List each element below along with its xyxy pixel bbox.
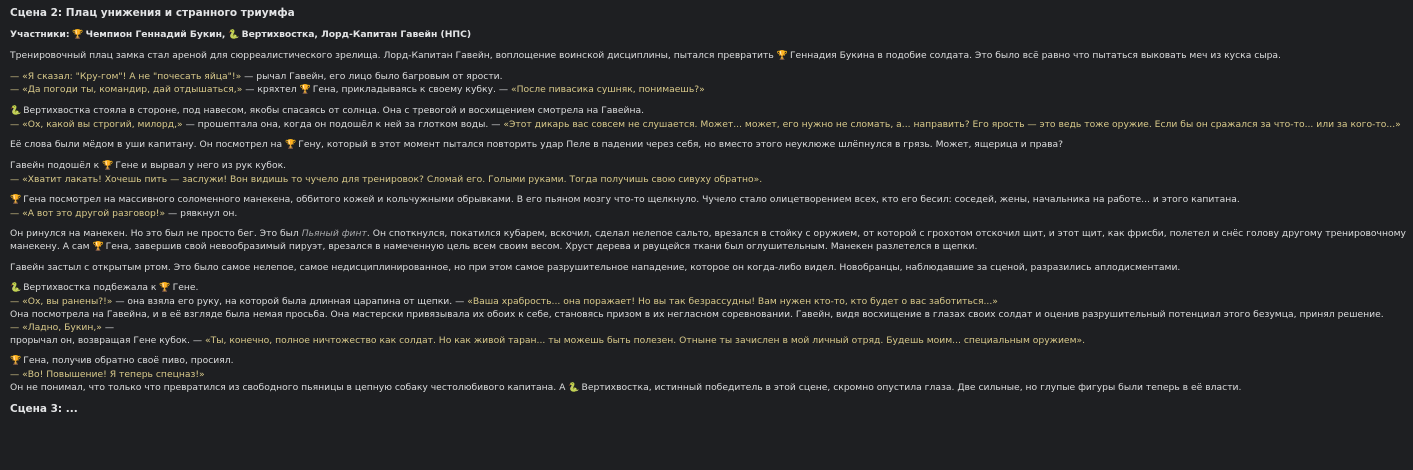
narration: . Он споткнулся, покатился кубарем, вскочил, сделал нелепое сальто, врезался в стойку с оружием, от которой с грохотом отскочил щит, и этот щит, как фрисби, полетел и снёс голову другому тренировочному bbox=[366, 228, 1406, 239]
paragraph-captain bbox=[10, 138, 1403, 152]
trophy-icon: 🏆 bbox=[72, 30, 84, 40]
quote: «Ты, конечно, полное ничтожество как солдат. Но как живой таран... ты можешь быть полезен. Отныне ты зачислен в мой личный отряд. Будешь моим... специальным оружием». bbox=[205, 335, 1086, 346]
quote: «Ваша храбрость... она поражает! Но вы так безрассудны! Вам нужен кто-то, кто будет о вас заботиться...» bbox=[467, 296, 998, 307]
paragraph-text: Тренировочный плац замка стал ареной для сюрреалистического зрелища. Лорд-Капитан Гавейн, воплощение воинской дисциплины, пытался превратить bbox=[10, 50, 774, 61]
narration: Гене и вырвал у него из рук кубок. bbox=[115, 160, 287, 171]
trophy-icon: 🏆 bbox=[299, 85, 311, 95]
dialogue-block-4 bbox=[10, 193, 1403, 220]
dialogue-block-1 bbox=[10, 70, 1403, 97]
dialogue-block-3 bbox=[10, 159, 1403, 186]
narration: — bbox=[104, 322, 115, 333]
narration: Гена посмотрел на массивного соломенного манекена, оббитого кожей и кольчужными обрывками. В его пьяном мозгу что-то щелкнуло. Чучело стало олицетворением всех, кто его бесил: соседей, жены, начальника на работе... и этого капитана. bbox=[23, 194, 1240, 205]
trophy-icon: 🏆 bbox=[10, 195, 22, 205]
dialogue-block-5 bbox=[10, 281, 1403, 347]
narration: Гена, завершив свой невообразимый пируэт, врезался в намеченную цель всем своим весом. Хруст дерева и рвущейся ткани был оглушительным. Манекен разлетелся в щепки. bbox=[105, 241, 978, 252]
narration: Вертихвостка подбежала к bbox=[23, 282, 157, 293]
paragraph-intro bbox=[10, 49, 1403, 63]
participants-label: Участники: bbox=[10, 29, 70, 40]
narration: Он не понимал, что только что превратился из свободного пьяницы в цепную собаку честолюбивого капитана. А bbox=[10, 382, 566, 393]
narration: Вертихвостка стояла в стороне, под навесом, якобы спасаясь от солнца. Она с тревогой и восхищением смотрела на Гавейна. bbox=[23, 105, 645, 116]
narration: Её слова были мёдом в уши капитану. Он посмотрел на bbox=[10, 139, 283, 150]
narration: — прошептала она, когда он подошёл к ней за глотком воды. — bbox=[185, 119, 501, 130]
narration: Она посмотрела на Гавейна, и в её взгляде была немая просьба. Она мастерски привязывала их обоих к себе, становясь призом в их негласном соревновании. Гавейн, видя восхищение в глазах своих солдат и оценив разрушительный потенциал этого безумца, принял решение. bbox=[10, 309, 1384, 320]
quote: — «Ладно, Букин,» bbox=[10, 322, 102, 333]
quote: — «Да погоди ты, командир, дай отдышаться,» bbox=[10, 84, 243, 95]
participant-vertikhvostka: Вертихвостка, Лорд-Капитан Гавейн (НПС) bbox=[241, 29, 472, 40]
snake-icon: 🐍 bbox=[228, 30, 240, 40]
trophy-icon: 🏆 bbox=[102, 161, 114, 171]
participant-gena: Чемпион Геннадий Букин, bbox=[85, 29, 226, 40]
participants-line bbox=[10, 28, 1403, 42]
paragraph-attack bbox=[10, 227, 1406, 254]
trophy-icon: 🏆 bbox=[159, 283, 171, 293]
narration: Гене. bbox=[172, 282, 199, 293]
quote: «После пивасика сушняк, понимаешь?» bbox=[511, 84, 705, 95]
next-scene-title: Сцена 3: ... bbox=[10, 403, 78, 415]
narration: — рявкнул он. bbox=[168, 208, 238, 219]
dialogue-block-6 bbox=[10, 354, 1403, 395]
quote: — «Я сказал: "Кру-гом"! А не "почесать яйца"!» bbox=[10, 71, 242, 82]
narration: Гавейн подошёл к bbox=[10, 160, 100, 171]
snake-icon: 🐍 bbox=[10, 283, 22, 293]
narration: — она взяла его руку, на которой была длинная царапина от щепки. — bbox=[115, 296, 465, 307]
quote: — «Во! Повышение! Я теперь спецназ!» bbox=[10, 369, 205, 380]
snake-icon: 🐍 bbox=[568, 383, 580, 393]
trophy-icon: 🏆 bbox=[776, 51, 788, 61]
dialogue-block-2 bbox=[10, 104, 1403, 131]
quote: — «Ох, какой вы строгий, милорд,» bbox=[10, 119, 183, 130]
quote: — «Ох, вы ранены?!» bbox=[10, 296, 113, 307]
skill-name: Пьяный финт bbox=[301, 228, 367, 239]
narration: — рычал Гавейн, его лицо было багровым от ярости. bbox=[244, 71, 503, 82]
quote: — «Хватит лакать! Хочешь пить — заслужи! Вон видишь то чучело для тренировок? Сломай его. Голыми руками. Тогда получишь свою сивуху обратно». bbox=[10, 174, 763, 185]
scene-title: Сцена 2: Плац унижения и странного триумфа bbox=[10, 7, 295, 19]
narration: — кряхтел bbox=[245, 84, 297, 95]
paragraph-reaction bbox=[10, 261, 1403, 274]
trophy-icon: 🏆 bbox=[10, 356, 22, 366]
narration: Он ринулся на манекен. Но это был не просто бег. Это был bbox=[10, 228, 299, 239]
narration: манекену. А сам bbox=[10, 241, 90, 252]
narration: Вертихвостка, истинный победитель в этой сцене, скромно опустила глаза. Две сильные, но глупые фигуры были теперь в её власти. bbox=[581, 382, 1242, 393]
quote: — «А вот это другой разговор!» bbox=[10, 208, 166, 219]
narration: Гена, прикладываясь к своему кубку. — bbox=[312, 84, 509, 95]
trophy-icon: 🏆 bbox=[285, 140, 297, 150]
paragraph-text: Геннадия Букина в подобие солдата. Это было всё равно что пытаться выковать меч из куска сыра. bbox=[789, 50, 1281, 61]
trophy-icon: 🏆 bbox=[92, 242, 104, 252]
narration: Гена, получив обратно своё пиво, просиял. bbox=[23, 355, 234, 366]
narration: Гавейн застыл с открытым ртом. Это было самое нелепое, самое недисциплинированное, но при этом самое разрушительное нападение, которое он когда-либо видел. Новобранцы, наблюдавшие за сценой, разразились аплодисментами. bbox=[10, 262, 1181, 273]
narration: Гену, который в этот момент пытался повторить удар Пеле в падении через себя, но вместо этого неуклюже шлёпнулся в грязь. Может, ящерица и права? bbox=[298, 139, 1064, 150]
narration: прорычал он, возвращая Гене кубок. — bbox=[10, 335, 203, 346]
quote: «Этот дикарь вас совсем не слушается. Может... может, его нужно не сломать, а... направить? Его ярость — это ведь тоже оружие. Если бы он сражался за что-то... или за кого-то...» bbox=[503, 119, 1401, 130]
snake-icon: 🐍 bbox=[10, 106, 22, 116]
